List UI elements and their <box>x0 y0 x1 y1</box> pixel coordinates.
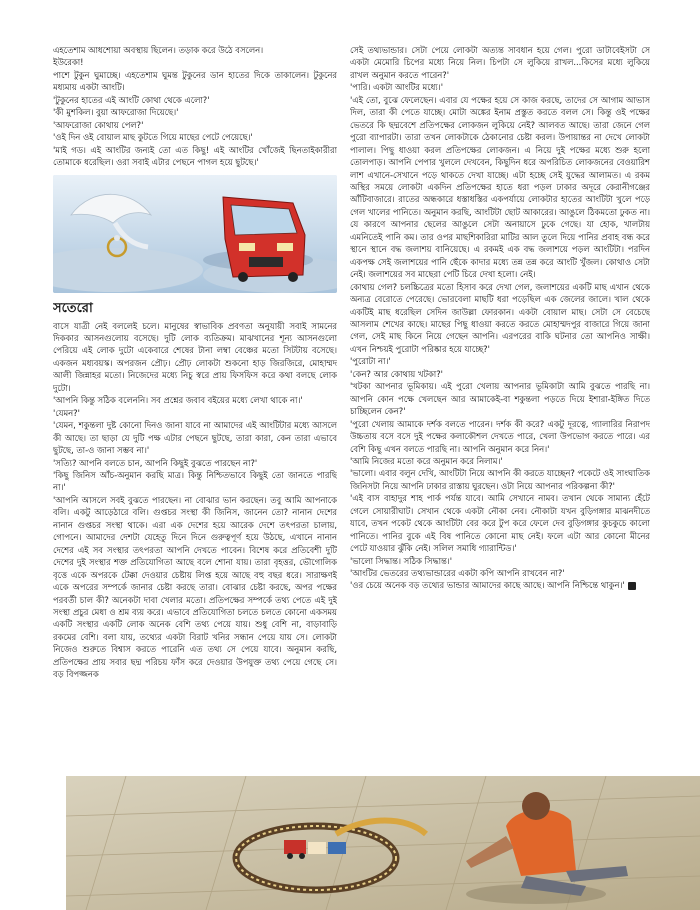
end-of-story-icon <box>628 582 636 590</box>
left-top-paragraph: 'টুকুনের হাতের এই আংটি কোথা থেকে এলো?' <box>53 94 210 105</box>
right-column <box>350 44 650 756</box>
left-top-paragraph: পাশে টুকুন ঘুমাচ্ছে। এহতেশাম ঘুমন্ত টুকুনের ডান হাতের দিকে তাকালেন। টুকুনের মধ্যমায় একটা আংটি। <box>53 69 337 93</box>
left-bottom-paragraph: বাসে যাত্রী নেই বললেই চলে। মানুষের স্বাভাবিক প্রবণতা অনুযায়ী সবাই সামনের দিককার আসনগুলোয় বসেছে। দুটি লোক ব্যতিক্রম। মাঝখানের শূন্য আসনগুলো পেরিয়ে এই লোক দুটো একেবারে শেষের টানা লম্বা বেঞ্চের মতো সিটটায় বসেছে। একজন মধ্যবয়স্ক। অপরজন প্রৌঢ়। প্রৌঢ় লোকটা শুকনো হাড় জিরজিরে, মোহাম্মদ আলী জিন্নাহর মতো। নিজেদের মধ্যে নিচু স্বরে প্রায় ফিসফিস করে কথা বলছে লোক দুটো। <box>53 320 337 393</box>
left-bottom-paragraphs <box>53 320 337 681</box>
right-paragraph: 'পুরোটা না।' <box>350 356 391 367</box>
left-bottom-paragraph: 'আপনি কিন্তু সঠিক বলেননি। সব প্রশ্নের জবাব বইয়ের মধ্যে লেখা থাকে না।' <box>53 395 303 406</box>
right-paragraph: 'আমি নিজের মতো করে অনুমান করে নিলাম।' <box>350 455 503 466</box>
right-paragraph: 'কেন? আর কোথায় খটকা?' <box>350 368 443 379</box>
right-paragraph: 'পুরো খেলায় আমাকে দর্শক বলতে পারেন। দর্শক কী করে? একটু দূরত্বে, গ্যালারির নিরাপদ উচ্চতায় বসে বসে দুই পক্ষের কলাকৌশল দেখতে পারে, খেলা উপভোগ করতে পারে। এর বেশি কিছু এখন বলতে পারছি না। আপনি অনুমান করে নিন।' <box>350 418 650 454</box>
right-paragraph: 'পারি। একটা আংটির মধ্যে।' <box>350 82 443 93</box>
left-bottom-paragraph: 'কিছু জিনিস আঁচ-অনুমান করছি মাত্র। কিন্তু নিশ্চিতভাবে কিছুই তো জানতে পারছি না।' <box>53 469 337 493</box>
left-bottom-paragraph: 'সত্যি? আপনি বলতে চান, আপনি কিছুই বুঝতে পারছেন না?' <box>53 457 258 468</box>
left-bottom-paragraph: 'যেমন, শকুন্তলা দুষ্ট কোনো দিনও জানা যাবে না আমাদের এই আংটিটার মধ্যে আসলে কী আছে। তা ছাড়া যে দুটি পক্ষ এটার পেছনে ছুটছে, তারা কারা, কেন তারা এভাবে ছুটছে, তা-ও জানা সম্ভব না।' <box>53 420 337 456</box>
right-paragraphs <box>350 44 650 579</box>
final-paragraph <box>350 579 650 591</box>
left-top-paragraph: 'মাই গড। এই আংটির জন্যই তো এত কিছু! এই আংটির খোঁজেই ছিনতাইকারীরা তোমাকে ধরেছিল। ওরা সবাই এটার পেছনে পাগল হয়ে ছুটছে।' <box>53 144 337 168</box>
left-top-paragraph: 'কী মুশকিল। বুয়া আফরোজা দিয়েছে।' <box>53 107 179 118</box>
bus-illustration <box>53 175 337 293</box>
boy-with-toy-train-illustration <box>66 776 700 910</box>
left-top-paragraph: 'ওই দিন ওই বোয়াল মাছ কুটতে গিয়ে মাছের পেটে পেয়েছে।' <box>53 132 253 143</box>
left-top-paragraph: ইউরেকা! <box>53 57 84 68</box>
left-bottom-paragraph: 'যেমন?' <box>53 407 80 418</box>
red-bus-icon <box>223 197 305 282</box>
right-paragraph: 'ভালো। এবার বলুন দেখি, আংটিটা নিয়ে আপনি কী করতে যাচ্ছেন? পকেটে ওই সাংঘাতিক জিনিসটা নিয়ে আপনি ঢাকার রাস্তায় ঘুরছেন। ওটা নিয়ে আপনার পরিকল্পনা কী?' <box>350 468 650 491</box>
left-top-paragraph: 'আফরোজা কোথায় পেল?' <box>53 119 144 130</box>
bottom-illustration <box>66 776 700 910</box>
left-bottom-paragraph: 'আপনি আসলে সবই বুঝতে পারছেন। না বোঝার ভান করছেন। তবু আমি আপনাকে বলি। একটু আড়েঠারে বলি। গুপ্তচর সংস্থা কী জিনিস, জানেন তো? নানান দেশের নানান গুপ্তচর সংস্থা থাকে। এরা এক দেশের হয়ে আরেক দেশে তৎপরতা চালায়, গোপনে। আমাদের দেশটা যেহেতু দিনে দিনে গুরুত্বপূর্ণ হয়ে উঠছে, এখানে নানান দেশের এই সব সংস্থার তৎপরতা আপনি দেখতে পাবেন। বিশেষ করে প্রতিবেশী দুটি দেশের দুই সংস্থার শক্ত প্রতিযোগিতা আছে বলে শোনা যায়। তারা বৃহত্তর, ভৌগোলিক বৃত্তে একে অপরকে টেক্কা দেওয়ার চেষ্টায় লিপ্ত হয়ে আছে বহু বছর ধরে। সারাক্ষণই একে অপরের সম্পর্কে জানার চেষ্টা করছে তারা। বোঝার চেষ্টা করছে, অপর পক্ষের পরবর্তী চাল কী? অনেকটা দাবা খেলার মতো। প্রতিপক্ষের সম্পর্কে তথ্য পেতে এই দুই সংস্থা প্রচুর মেধা ও শ্রম ব্যয় করে। এভাবে প্রতিযোগিতা চলতে চলতে কোনো একসময় একটি সংস্থার একটি লোক অনেক বেশি তথ্য পেয়ে যায়। শুধু বেশি না, বাড়াবাড়ি রকমের বেশি। বলা যায়, তথ্যের একটা বিরাট খনির সন্ধান পেয়ে যায় সে। লোকটা নিজেও শুরুতে বিশ্বাস করতে পারেনি এত তথ্য সে পেয়ে যাবে। অনুমান করছি, প্রতিপক্ষের প্রায় সবার ছদ্ম পরিচয় ফাঁস করে দেওয়ার উপযুক্ত তথ্য পেয়ে গেছে সে। বড় বিপজ্জনক <box>53 494 337 680</box>
right-paragraph: 'খটকা আপনার ভূমিকায়। এই পুরো খেলায় আপনার ভূমিকাটা আমি বুঝতে পারছি না। আপনি কোন পক্ষে খেলছেন আর আমাকেই-বা শকুন্তলা পড়তে দিয়ে ইশারা-ইঙ্গিত দিতে চাচ্ছিলেন কেন?' <box>350 381 650 417</box>
right-paragraph: 'এই তো, বুঝে ফেলেছেন। এবার যে পক্ষের হয়ে সে কাজ করছে, তাদের সে আগাম আভাস দিল, তারা কী পেতে যাচ্ছে। মোটা অঙ্কের ইনাম প্রস্তুত করতে বলল সে। কিন্তু ওই পক্ষের ভেতরে কি ছদ্মবেশে প্রতিপক্ষের লোকজন লুকিয়ে নেই? আলবত আছে। তারা জেনে গেল পুরো ব্যাপারটা। তারা তখন লোকটাকে ঠেকানোর চেষ্টা করল। উপায়ান্তর না দেখে লোকটা পালাল। পিছু ধাওয়া করল প্রতিপক্ষের লোকজন। এ নিয়ে দুই পক্ষের মধ্যে শুরু হলো তোলপাড়। আপনি পেপার খুললে দেখবেন, কিছুদিন ধরে অপরিচিত লোকজনের বেওয়ারিশ লাশ এখানে-সেখানে পড়ে থাকতে দেখা যাচ্ছে। এটা হচ্ছে সেই যুদ্ধের আলামত। এ রকম অস্থির সময়ে লোকটা একদিন প্রতিপক্ষের হাতে ধরা পড়ল ঢাকার অদূরে কেরানীগঞ্জের আঁটিবাজারে। রাতের অন্ধকারে ধস্তাধস্তির একপর্যায়ে লোকটার হাতের আংটিটা খুলে পড়ে গেল খালের পানিতে। অনুমান করছি, আংটিটা ছোট আকারের। আঙুলে ঠিকমতো ঢুকত না। যে কারণে আপনার ছেলের আঙুলে সেটা অনায়াসে ঢুকে গেছে। যা হোক, খালটায় এমনিতেই পানি কম। তার ওপর মাছশিকারিরা মাটির আল তুলে দিয়ে পানির প্রবাহ বন্ধ করে স্থানে স্থানে বদ্ধ জলাশয় বানিয়েছে। এ রকমই এক বদ্ধ জলাশয়ে পড়ল আংটিটা। পরদিন একপক্ষ সেই জলাশয়ের পানি ছেঁকে কাদার মধ্যে তন্ন তন্ন করে আংটি খুঁজল। কোথাও সেটা নেই। জলাশয়ের সব মাছেরা পেটি চিরে দেখা হলো। নেই। <box>350 94 650 280</box>
left-column <box>53 44 337 819</box>
right-paragraph: 'ভালো সিদ্ধান্ত। সঠিক সিদ্ধান্ত।' <box>350 555 453 566</box>
section-heading: সতেরো <box>53 300 93 316</box>
left-top-paragraphs <box>53 44 337 169</box>
final-paragraph-text: 'ওর চেয়ে অনেক বড় তথ্যের ভান্ডার আমাদের কাছে আছে। আপনি নিশ্চিন্তে থাকুন।' <box>350 580 625 591</box>
right-paragraph: 'আংটির ভেতরের তথ্যভান্ডারের একটা কপি আপনি রাখবেন না?' <box>350 568 565 579</box>
left-top-paragraph: এহতেশাম আধশোয়া অবস্থায় ছিলেন। তড়াক করে উঠে বসলেন। <box>53 45 264 55</box>
right-paragraph: কোথায় গেল? চলচ্চিত্রের মতো হিসাব করে দেখা গেল, জলাশয়ের একটি মাছ এখান থেকে অন্যত্র বেরোতে পেরেছে। ভোরবেলা মাছটি ধরা পড়েছিল এক জেলের জালে। খাল থেকে একটিই মাছ ধরেছিল সেদিন জাউল্লা ফোরকান। একটা বোয়াল মাছ। সেটা সে বেচেছে আসলাম শেখের কাছে। মাছের পিছু ধাওয়া করতে করতে মোহাম্মদপুর বাজারে গিয়ে জানা গেল, সেই মাছ কিনে নিয়ে গেছেন আপনি। এরপরের বাকি ঘটনার তো আপনিও সাক্ষী। এখন নিশ্চয়ই পুরোটা পরিষ্কার হয়ে যাচ্ছে?' <box>350 281 650 354</box>
ring-with-wings-and-bus-illustration <box>53 175 337 293</box>
right-paragraph: সেই তথ্যভান্ডার। সেটা পেয়ে লোকটা অত্যন্ত সাবধান হয়ে গেল। পুরো ডাটাবেইসটা সে একটা মেমোরি চিপের মধ্যে নিয়ে নিল। চিপটা সে লুকিয়ে রাখল...কিসের মধ্যে লুকিয়ে রাখল অনুমান করতে পারেন?' <box>350 45 650 80</box>
right-paragraph: 'এই বাস বাহাদুর শাহ পার্ক পর্যন্ত যাবে। আমি সেখানে নামব। তখান থেকে সামান্য হেঁটে গেলে সোয়ারীঘাট। সেখান থেকে একটা নৌকা নেব। নৌকাটা যখন বুড়িগঙ্গার মাঝনদীতে যাবে, তখন পকেট থেকে আংটিটা বের করে টুপ করে ফেলে দেব বুড়িগঙ্গার কুচকুচে কালো পানিতে। পানির বুকে এই বিষ পানিতে কোনো মাছ নেই। ফলে এটা আর কোনো মীনের পেটে যাওয়ার ঝুঁকি নেই। সলিল সমাধি গ্যারান্টিড।' <box>350 493 650 554</box>
